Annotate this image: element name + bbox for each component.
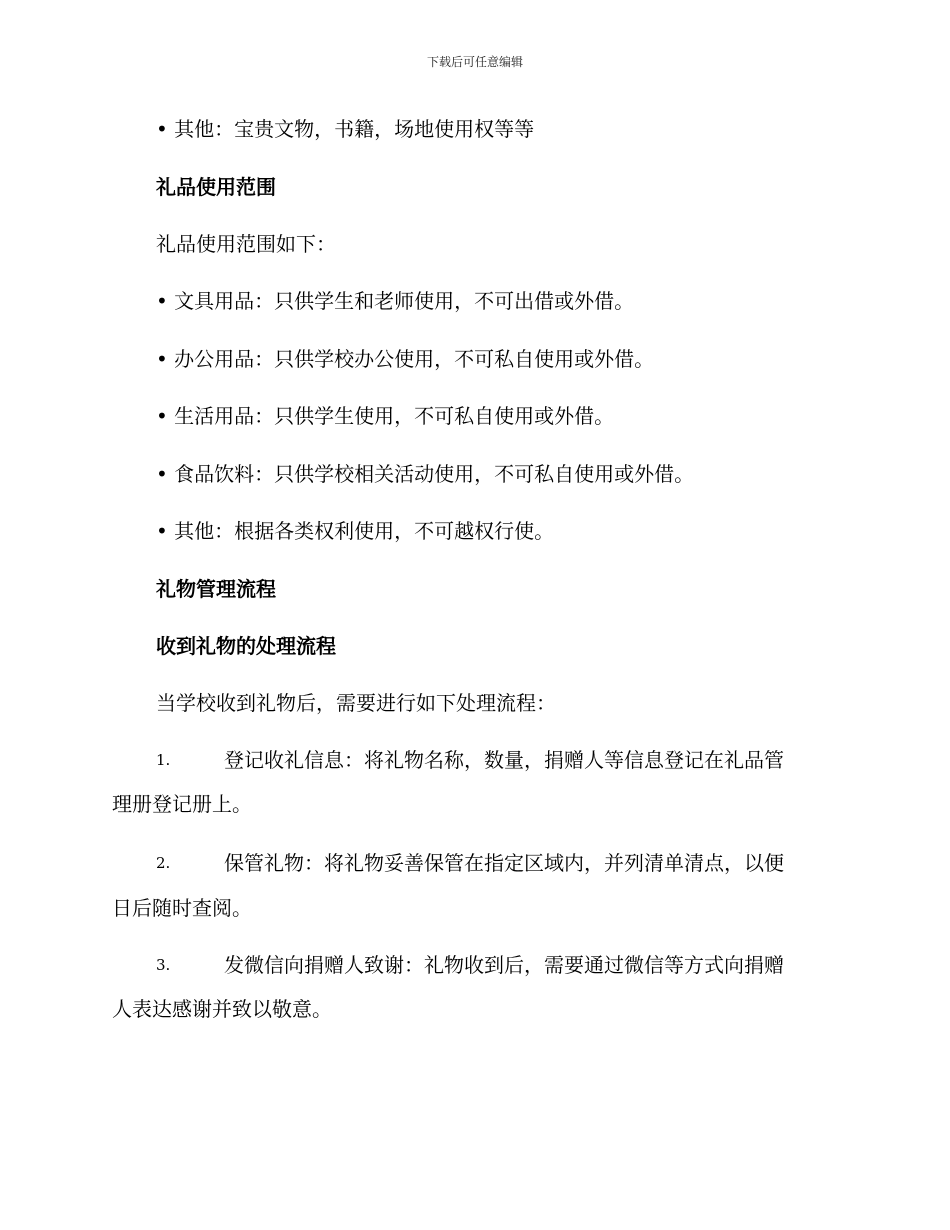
bullet-daily-supplies: • 生活用品：只供学生使用，不可私自使用或外借。	[156, 404, 615, 428]
step-text: 保管礼物：将礼物妥善保管在指定区域内，并列清单清点，以便	[224, 851, 784, 875]
step-number: 2.	[156, 854, 171, 872]
step-text-continuation: 人表达感谢并致以敬意。	[112, 997, 332, 1021]
step-text: 登记收礼信息：将礼物名称，数量，捐赠人等信息登记在礼品管	[224, 748, 784, 772]
page-header: 下载后可任意编辑	[426, 55, 523, 69]
step-text: 发微信向捐赠人致谢：礼物收到后，需要通过微信等方式向捐赠	[224, 953, 784, 977]
bullet-other-rights: • 其他：根据各类权利使用，不可越权行使。	[156, 519, 555, 543]
paragraph-usage-intro: 礼品使用范围如下：	[156, 232, 336, 256]
bullet-office-supplies: • 办公用品：只供学校办公使用，不可私自使用或外借。	[156, 347, 655, 371]
section-heading-gift-usage-scope: 礼品使用范围	[156, 175, 276, 199]
step-text-continuation: 理册登记册上。	[112, 792, 252, 816]
step-text-continuation: 日后随时查阅。	[112, 896, 252, 920]
subsection-heading-receiving-process: 收到礼物的处理流程	[156, 634, 336, 658]
bullet-other-items: • 其他：宝贵文物，书籍，场地使用权等等	[156, 117, 535, 141]
step-number: 1.	[156, 751, 171, 769]
section-heading-gift-management-process: 礼物管理流程	[156, 577, 276, 601]
bullet-stationery: • 文具用品：只供学生和老师使用，不可出借或外借。	[156, 289, 635, 313]
step-number: 3.	[156, 956, 171, 974]
bullet-food-drinks: • 食品饮料：只供学校相关活动使用，不可私自使用或外借。	[156, 462, 695, 486]
paragraph-process-intro: 当学校收到礼物后，需要进行如下处理流程：	[156, 691, 556, 715]
